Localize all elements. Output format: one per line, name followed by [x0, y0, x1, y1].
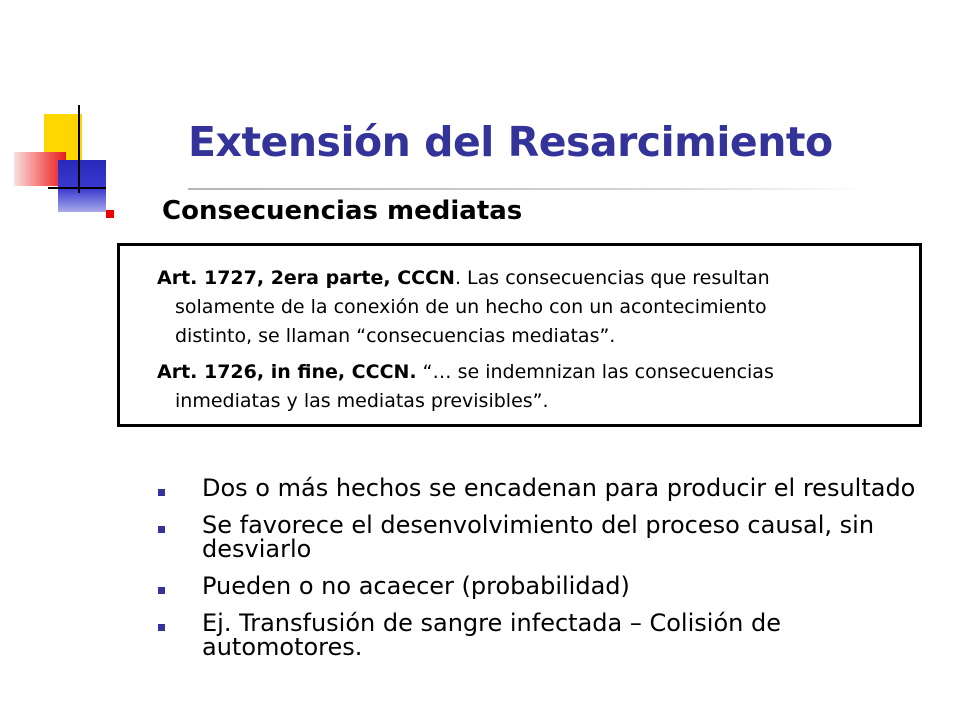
blue-square: [58, 160, 106, 212]
square-bullet-icon: [158, 624, 165, 631]
subtitle-bullet-icon: [106, 210, 114, 218]
list-item: [158, 574, 918, 598]
article-1727-text-line-3: distinto, se llaman “consecuencias mediatas”.: [175, 325, 616, 347]
quote-article-1726: [157, 358, 897, 416]
quote-article-1727: [157, 264, 897, 351]
logo-vertical-line: [78, 105, 80, 193]
decorative-squares-logo: [0, 100, 140, 220]
list-item-text: Dos o más hechos se encadenan para producir el resultado: [202, 474, 916, 502]
list-item: [158, 476, 918, 500]
list-item-text: Ej. Transfusión de sangre infectada – Colisión de automotores.: [202, 609, 781, 661]
square-bullet-icon: [158, 526, 165, 533]
article-1727-text-line-1: . Las consecuencias que resultan: [454, 267, 770, 289]
article-1727-text-line-2: solamente de la conexión de un hecho con un acontecimiento: [175, 296, 767, 318]
list-item: [158, 513, 918, 561]
logo-horizontal-line: [48, 187, 106, 189]
square-bullet-icon: [158, 489, 165, 496]
article-1726-text-line-2: inmediatas y las mediatas previsibles”.: [175, 390, 549, 412]
list-item: [158, 611, 918, 659]
title-underline: [188, 188, 868, 190]
article-1726-reference: Art. 1726, in fine, CCCN.: [157, 361, 417, 383]
slide-subtitle: Consecuencias mediatas: [162, 196, 523, 226]
article-1727-reference: Art. 1727, 2era parte, CCCN: [157, 267, 455, 289]
list-item-text: Pueden o no acaecer (probabilidad): [202, 572, 630, 600]
bullet-list: [158, 476, 918, 664]
list-item-text: Se favorece el desenvolvimiento del proceso causal, sin desviarlo: [202, 511, 875, 563]
slide-title: Extensión del Resarcimiento: [188, 118, 833, 166]
article-1726-text-line-1: “… se indemnizan las consecuencias: [416, 361, 774, 383]
quote-box: [117, 243, 922, 427]
square-bullet-icon: [158, 587, 165, 594]
